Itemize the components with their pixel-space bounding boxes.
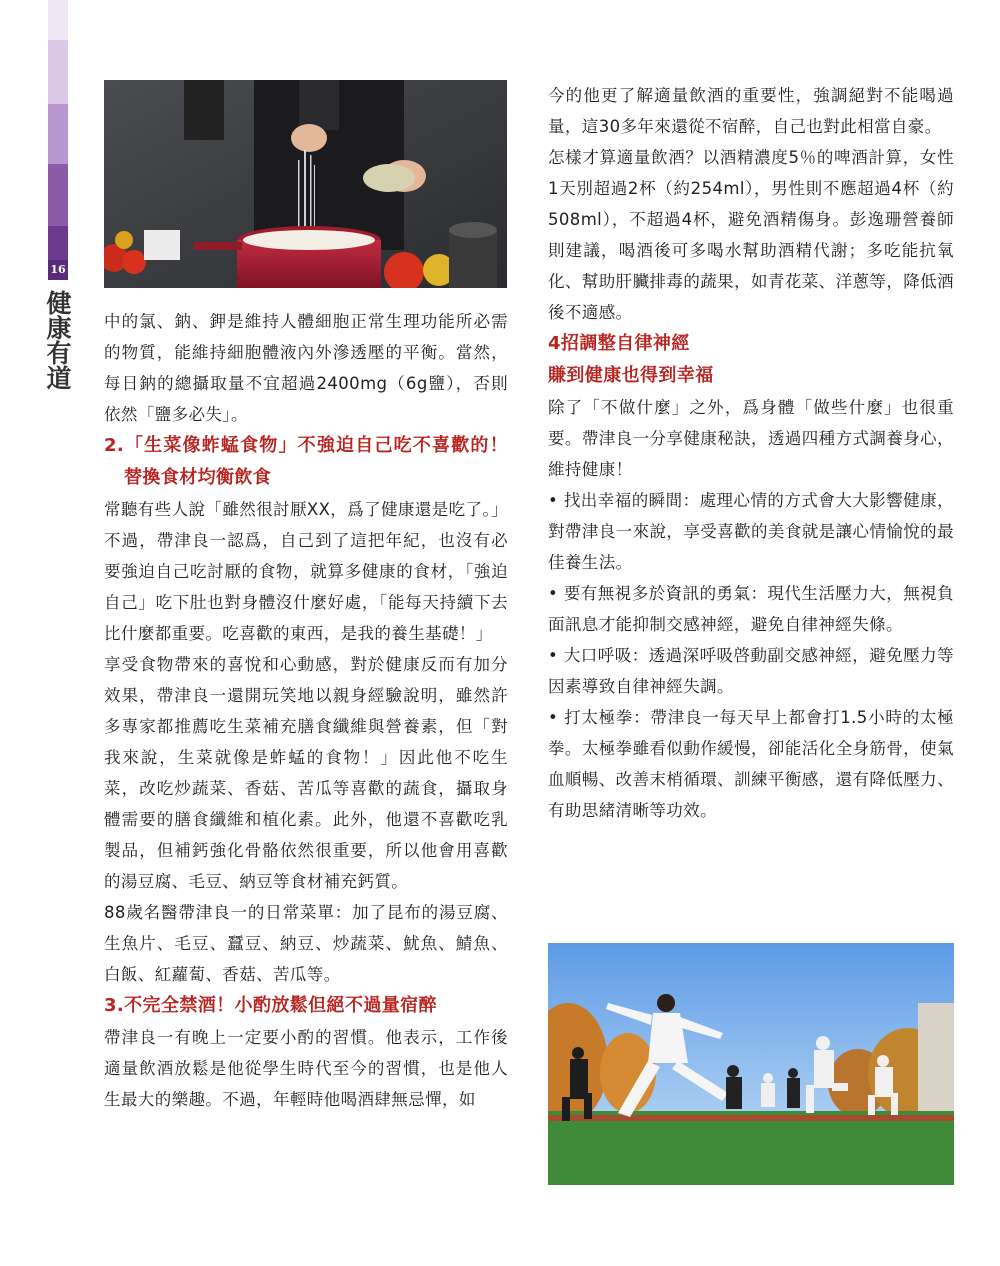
paragraph: 享受食物帶來的喜悅和心動感，對於健康反而有加分效果，帶津良一還開玩笑地以親身經驗說明，雖然許多專家都推薦吃生菜補充膳食纖維與營養素，但「對我來說，生菜就像是蚱蜢的食物！」因此他不吃生菜，改吃炒蔬菜、香菇、苦瓜等喜歡的蔬食，攝取身體需要的膳食纖維和植化素。此外，他還不喜歡吃乳製品，但補鈣強化骨骼依然很重要，所以他會用喜歡的湯豆腐、毛豆、納豆等食材補充鈣質。 [104, 655, 508, 891]
bullet-item: • 找出幸福的瞬間：處理心情的方式會大大影響健康，對帶津良一來說，享受喜歡的美食就是讓心情愉悅的最佳養生法。 [548, 485, 954, 578]
side-tab-band-1 [48, 0, 68, 40]
side-tab-band-5 [48, 226, 68, 260]
section-heading-4-line2: 賺到健康也得到幸福 [548, 365, 714, 386]
section-heading-2: 2.「生菜像蚱蜢食物」不強迫自己吃不喜歡的！替換食材均衡飲食 [104, 435, 508, 488]
right-text-column [548, 80, 954, 826]
paragraph: 怎樣才算適量飲酒？以酒精濃度5％的啤酒計算，女性1天別超過2杯（約254ml），男性則不應超過4杯（約508ml），不超過4杯，避免酒精傷身。彭逸珊營養師則建議，喝酒後可多喝水幫助酒精代謝；多吃能抗氧化、幫助肝臟排毒的蔬果，如青花菜、洋蔥等，降低酒後不適感。 [548, 148, 954, 322]
section-heading-3: 3.不完全禁酒！小酌放鬆但絕不過量宿醉 [104, 995, 437, 1016]
tai-chi-photo [548, 943, 954, 1185]
bullet-item: • 要有無視多於資訊的勇氣：現代生活壓力大，無視負面訊息才能抑制交感神經，避免自律神經失條。 [548, 578, 954, 640]
left-text-column [104, 306, 508, 1115]
bullet-item: • 打太極拳：帶津良一每天早上都會打1.5小時的太極拳。太極拳雖看似動作緩慢，卻能活化全身筋骨，使氣血順暢、改善末梢循環、訓練平衡感，還有降低壓力、有助思緒清晰等功效。 [548, 702, 954, 826]
paragraph: 除了「不做什麼」之外，爲身體「做些什麼」也很重要。帶津良一分享健康秘訣，透過四種方式調養身心，維持健康！ [548, 398, 954, 479]
paragraph: 今的他更了解適量飲酒的重要性，強調絕對不能喝過量，這30多年來還從不宿醉，自己也對此相當自豪。 [548, 86, 954, 136]
side-tab-band-2 [48, 40, 68, 104]
section-title: 健康有道 [43, 290, 72, 390]
paragraph: 帶津良一有晚上一定要小酌的習慣。他表示，工作後適量飲酒放鬆是他從學生時代至今的習慣，也是他人生最大的樂趣。不過，年輕時他喝酒肆無忌憚，如 [104, 1028, 508, 1109]
side-tab-band-3 [48, 104, 68, 164]
side-tab-band-4 [48, 164, 68, 226]
page-number: 16 [48, 260, 68, 280]
paragraph: 88歲名醫帶津良一的日常菜單：加了昆布的湯豆腐、生魚片、毛豆、蠶豆、納豆、炒蔬菜、魷魚、鯖魚、白飯、紅蘿蔔、香菇、苦瓜等。 [104, 903, 508, 984]
paragraph: 常聽有些人說「雖然很討厭XX，爲了健康還是吃了。」不過，帶津良一認爲，自己到了這把年紀，也沒有必要強迫自己吃討厭的食物，就算多健康的食材，「強迫自己」吃下肚也對身體沒什麼好處，「能每天持續下去比什麼都重要。吃喜歡的東西，是我的養生基礎！」 [104, 500, 508, 643]
bullet-item: • 大口呼吸：透過深呼吸啓動副交感神經，避免壓力等因素導致自律神經失調。 [548, 640, 954, 702]
paragraph: 中的氯、鈉、鉀是維持人體細胞正常生理功能所必需的物質，能維持細胞體液內外滲透壓的平衡。當然，每日鈉的總攝取量不宜超過2400mg（6g鹽），否則依然「鹽多必失」。 [104, 312, 508, 424]
salting-photo [104, 80, 507, 288]
section-heading-4-line1: 4招調整自律神經 [548, 333, 690, 354]
